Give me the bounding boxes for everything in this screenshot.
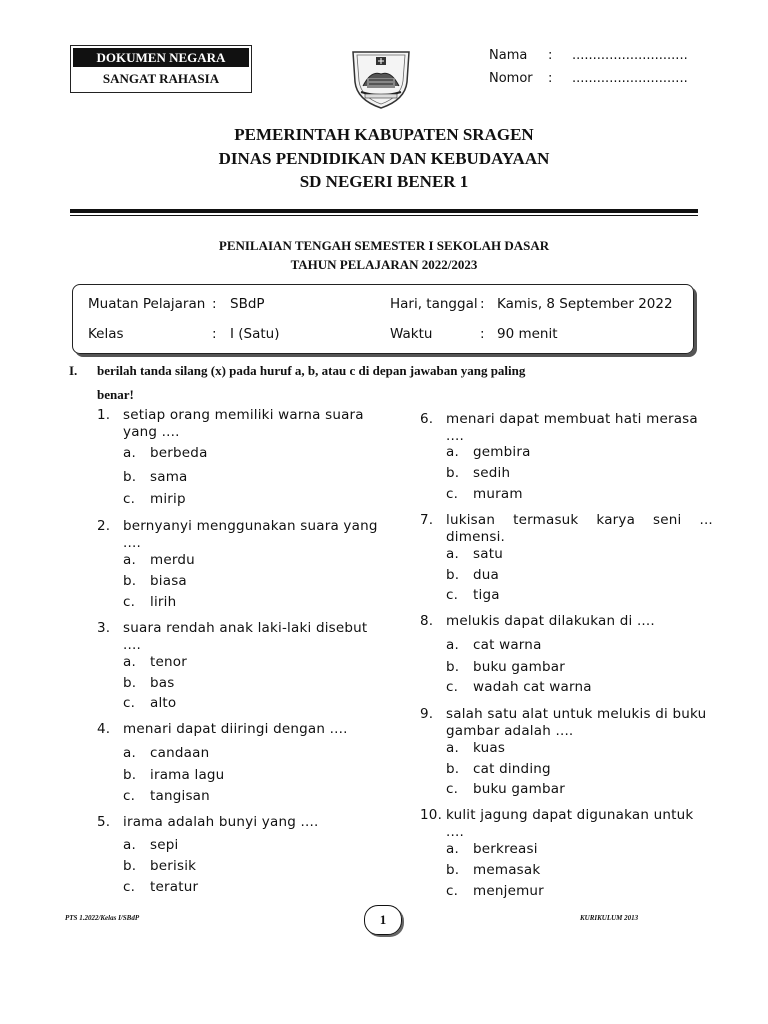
option-letter[interactable]: c. (123, 491, 136, 507)
question-text: setiap orang memiliki warna suara (123, 407, 364, 423)
option-text: buku gambar (473, 781, 565, 797)
question-number: 10. (420, 807, 443, 823)
option-letter[interactable]: c. (446, 679, 459, 695)
option-text: dua (473, 567, 499, 583)
option-text: satu (473, 546, 503, 562)
option-letter[interactable]: a. (123, 552, 136, 568)
option-letter[interactable]: c. (446, 781, 459, 797)
option-text: cat warna (473, 637, 542, 653)
class-separator: : (212, 326, 217, 342)
option-letter[interactable]: b. (123, 675, 137, 691)
option-text: sepi (150, 837, 179, 853)
question-text-cont: gambar adalah .... (446, 723, 574, 739)
exam-title: PENILAIAN TENGAH SEMESTER I SEKOLAH DASAR (218, 238, 550, 253)
option-letter[interactable]: a. (446, 546, 459, 562)
option-text: cat dinding (473, 761, 551, 777)
option-text: wadah cat warna (473, 679, 592, 695)
option-text: muram (473, 486, 523, 502)
question-text: menari dapat membuat hati merasa (446, 411, 698, 427)
question-text-cont: yang .... (123, 424, 180, 440)
option-letter[interactable]: c. (446, 486, 459, 502)
option-text: sedih (473, 465, 511, 481)
option-text: berbeda (150, 445, 208, 461)
option-text: kuas (473, 740, 506, 756)
option-letter[interactable]: c. (123, 695, 136, 711)
emblem-icon (347, 46, 415, 110)
option-text: sama (150, 469, 188, 485)
classification-line1: DOKUMEN NEGARA (73, 48, 249, 67)
name-separator: : (548, 48, 553, 63)
exam-year: TAHUN PELAJARAN 2022/2023 (290, 257, 478, 272)
name-label: Nama (489, 48, 528, 63)
day-separator: : (480, 296, 485, 312)
question-number: 3. (97, 620, 111, 636)
day-value: Kamis, 8 September 2022 (497, 296, 673, 312)
option-letter[interactable]: a. (446, 841, 459, 857)
page-number: 1 (364, 905, 402, 935)
question-text-cont: .... (446, 428, 464, 444)
question-number: 7. (420, 512, 434, 528)
option-letter[interactable]: a. (123, 837, 136, 853)
option-letter[interactable]: b. (446, 761, 460, 777)
option-text: merdu (150, 552, 195, 568)
time-label: Waktu (390, 326, 433, 342)
option-letter[interactable]: a. (123, 654, 136, 670)
question-text: salah satu alat untuk melukis di buku (446, 706, 707, 722)
option-letter[interactable]: b. (123, 573, 137, 589)
option-letter[interactable]: b. (446, 567, 460, 583)
question-number: 4. (97, 721, 111, 737)
instruction-line2: benar! (97, 387, 134, 402)
option-letter[interactable]: c. (123, 594, 136, 610)
number-field[interactable]: ............................ (572, 71, 688, 86)
option-text: memasak (473, 862, 541, 878)
question-number: 2. (97, 518, 111, 534)
option-text: tangisan (150, 788, 210, 804)
question-text-cont: .... (446, 824, 464, 840)
question-text-cont: .... (123, 637, 141, 653)
option-letter[interactable]: c. (123, 788, 136, 804)
option-text: lirih (150, 594, 177, 610)
option-letter[interactable]: b. (446, 862, 460, 878)
question-number: 8. (420, 613, 434, 629)
question-text: suara rendah anak laki-laki disebut (123, 620, 368, 636)
number-separator: : (548, 71, 553, 86)
subject-label: Muatan Pelajaran (88, 296, 206, 312)
question-text-cont: .... (123, 535, 141, 551)
option-text: candaan (150, 745, 210, 761)
option-letter[interactable]: a. (446, 637, 459, 653)
question-text: bernyanyi menggunakan suara yang (123, 518, 378, 534)
option-letter[interactable]: b. (123, 858, 137, 874)
class-value: I (Satu) (230, 326, 280, 342)
option-text: alto (150, 695, 177, 711)
header-divider-thin (70, 215, 698, 216)
footer-curriculum: KURIKULUM 2013 (580, 914, 639, 922)
day-label: Hari, tanggal (390, 296, 478, 312)
regency-emblem (347, 46, 415, 110)
option-letter[interactable]: a. (123, 745, 136, 761)
option-letter[interactable]: b. (446, 465, 460, 481)
option-text: irama lagu (150, 767, 225, 783)
exam-info-box (72, 284, 694, 354)
option-text: berisik (150, 858, 197, 874)
section-number: I. (69, 363, 78, 378)
question-number: 9. (420, 706, 434, 722)
option-letter[interactable]: c. (446, 883, 459, 899)
option-text: teratur (150, 879, 199, 895)
option-letter[interactable]: a. (446, 444, 459, 460)
footer-code: PTS 1.2022/Kelas I/SBdP (65, 914, 140, 922)
question-number: 1. (97, 407, 111, 423)
option-text: tenor (150, 654, 187, 670)
number-label: Nomor (489, 71, 533, 86)
time-separator: : (480, 326, 485, 342)
question-text: menari dapat diiringi dengan .... (123, 721, 348, 737)
class-label: Kelas (88, 326, 124, 342)
option-text: menjemur (473, 883, 544, 899)
time-value: 90 menit (497, 326, 558, 342)
option-letter[interactable]: a. (123, 445, 136, 461)
option-letter[interactable]: b. (123, 767, 137, 783)
option-letter[interactable]: b. (123, 469, 137, 485)
question-text: melukis dapat dilakukan di .... (446, 613, 655, 629)
option-letter[interactable]: c. (446, 587, 459, 603)
option-text: biasa (150, 573, 187, 589)
option-letter[interactable]: a. (446, 740, 459, 756)
header-school: SD NEGERI BENER 1 (299, 172, 469, 191)
name-field[interactable]: ............................ (572, 48, 688, 63)
question-text: lukisan termasuk karya seni ... (446, 512, 713, 528)
question-text: kulit jagung dapat digunakan untuk (446, 807, 694, 823)
header-government: PEMERINTAH KABUPATEN SRAGEN (234, 125, 534, 144)
option-text: buku gambar (473, 659, 565, 675)
option-text: tiga (473, 587, 500, 603)
classification-box (70, 45, 252, 93)
instruction-line1: berilah tanda silang (x) pada huruf a, b, atau c di depan jawaban yang paling (97, 363, 526, 378)
classification-line2: SANGAT RAHASIA (102, 71, 220, 86)
header-divider-thick (70, 209, 698, 213)
question-number: 6. (420, 411, 434, 427)
option-text: bas (150, 675, 175, 691)
subject-value: SBdP (230, 296, 265, 312)
option-letter[interactable]: c. (123, 879, 136, 895)
option-text: berkreasi (473, 841, 538, 857)
question-number: 5. (97, 814, 111, 830)
header-department: DINAS PENDIDIKAN DAN KEBUDAYAAN (218, 149, 550, 168)
question-text-cont: dimensi. (446, 529, 506, 545)
question-text: irama adalah bunyi yang .... (123, 814, 319, 830)
option-text: gembira (473, 444, 531, 460)
option-text: mirip (150, 491, 186, 507)
subject-separator: : (212, 296, 217, 312)
option-letter[interactable]: b. (446, 659, 460, 675)
